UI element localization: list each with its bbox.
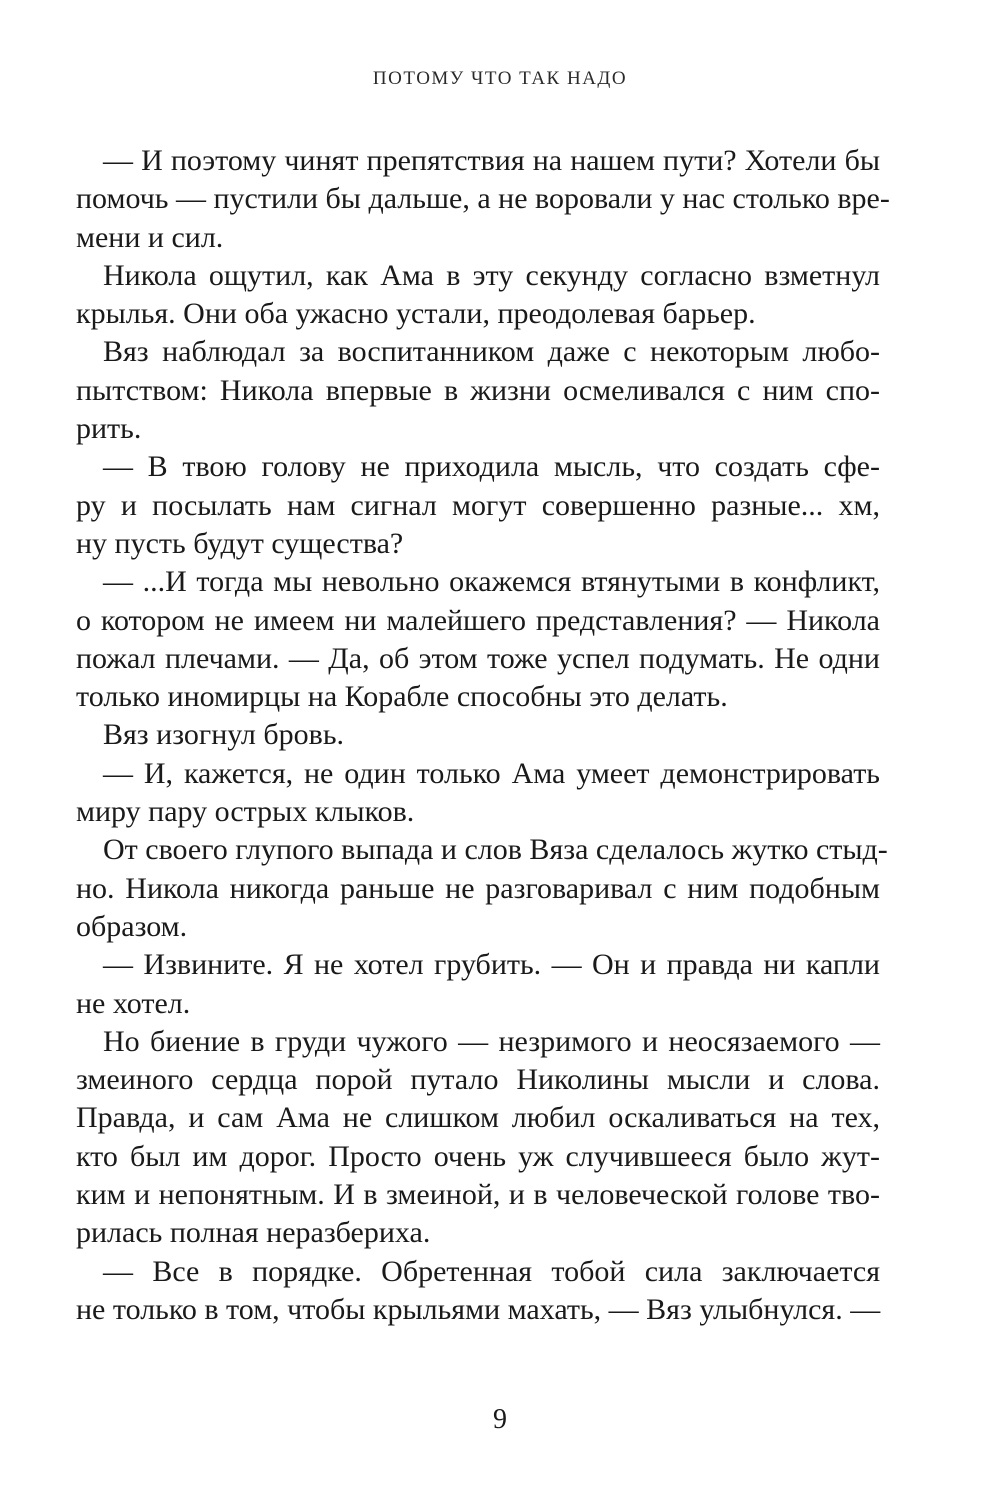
text-line: пожал плечами. — Да, об этом тоже успел подумать. Не одни (76, 641, 880, 675)
text-line: Вяз изогнул бровь. (103, 718, 345, 752)
body-text (76, 142, 890, 1329)
text-line: о котором не имеем ни малейшего представления? — Никола (76, 603, 880, 637)
text-line: Никола ощутил, как Ама в эту секунду согласно взметнул (103, 258, 880, 292)
text-line: — ...И тогда мы невольно окажемся втянутыми в конфликт, (103, 565, 880, 599)
text-line: — И поэтому чинят препятствия на нашем пути? Хотели бы (103, 144, 880, 177)
text-line: Правда, и сам Ама не слишком любил оскаливаться на тех, (76, 1101, 880, 1135)
running-header: ПОТОМУ ЧТО ТАК НАДО (372, 68, 628, 89)
text-line: — В твою голову не приходила мысль, что создать сфе- (103, 450, 880, 484)
text-line: мени и сил. (76, 220, 224, 254)
text-line: От своего глупого выпада и слов Вяза сделалось жутко стыд- (103, 833, 888, 867)
text-line: ну пусть будут существа? (76, 526, 404, 560)
text-line: ру и посылать нам сигнал могут совершенно разные... хм, (76, 488, 880, 522)
text-line: — И, кажется, не один только Ама умеет демонстрировать (103, 756, 880, 790)
text-line: только иномирцы на Корабле способны это делать. (76, 680, 728, 714)
text-line: пытством: Никола впервые в жизни осмеливался с ним спо- (76, 373, 880, 407)
text-line: крылья. Они оба ужасно устали, преодолевая барьер. (76, 297, 756, 331)
text-line: кто был им дорог. Просто очень уж случившееся было жут- (76, 1139, 880, 1173)
text-line: ким и непонятным. И в змеиной, и в человеческой голове тво- (76, 1178, 880, 1212)
text-line: миру пару острых клыков. (76, 795, 415, 829)
text-line: Но биение в груди чужого — незримого и неосязаемого — (103, 1024, 880, 1058)
page-number: 9 (493, 1404, 507, 1435)
text-line: змеиного сердца порой путало Николины мысли и слова. (76, 1063, 880, 1097)
text-line: не хотел. (76, 986, 191, 1020)
text-line: но. Никола никогда раньше не разговаривал с ним подобным (76, 871, 880, 905)
text-line: помочь — пустили бы дальше, а не воровали у нас столько вре- (76, 182, 890, 216)
text-line: — Все в порядке. Обретенная тобой сила заключается (103, 1254, 880, 1288)
text-line: образом. (76, 909, 188, 943)
text-line: рить. (76, 412, 142, 446)
text-line: Вяз наблюдал за воспитанником даже с некоторым любо- (103, 335, 880, 369)
text-line: не только в том, чтобы крыльями махать, — Вяз улыбнулся. — (76, 1292, 881, 1326)
text-line: рилась полная неразбериха. (76, 1216, 431, 1250)
text-line: — Извините. Я не хотел грубить. — Он и правда ни капли (103, 948, 880, 982)
